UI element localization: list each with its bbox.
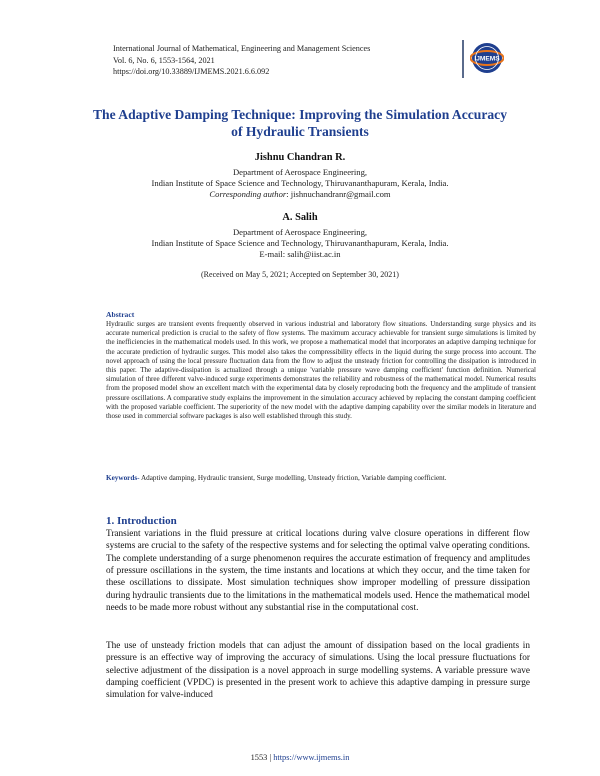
keywords <box>106 474 536 483</box>
page-footer <box>0 753 600 762</box>
author-name: A. Salih <box>282 212 318 223</box>
received-dates: (Received on May 5, 2021; Accepted on September 30, 2021) <box>201 270 399 279</box>
title-line-1: The Adaptive Damping Technique: Improving the Simulation Accuracy <box>92 107 508 122</box>
page-number: 1553 <box>250 753 268 762</box>
corresponding-label: Corresponding author <box>209 189 287 200</box>
author-email[interactable]: : jishnuchandranr@gmail.com <box>286 189 391 200</box>
author-email[interactable]: E-mail: salih@iist.ac.in <box>259 249 341 260</box>
journal-volume: Vol. 6, No. 6, 1553-1564, 2021 <box>113 55 215 65</box>
title-line-2: of Hydraulic Transients <box>231 123 369 139</box>
author-contact <box>60 189 540 200</box>
journal-name: International Journal of Mathematical, Engineering and Management Sciences <box>113 44 371 53</box>
author-department: Department of Aerospace Engineering, <box>232 167 368 177</box>
doi-link[interactable]: https://doi.org/10.33889/IJMEMS.2021.6.6.092 <box>113 67 270 76</box>
abstract-heading: Abstract <box>106 310 135 319</box>
logo-text: IJMEMS <box>474 55 500 63</box>
journal-header <box>113 43 370 78</box>
section-heading: 1. Introduction <box>106 515 177 527</box>
keywords-text: Adaptive damping, Hydraulic transient, Surge modelling, Unsteady friction, Variable damping coefficient. <box>139 474 447 482</box>
keywords-label: Keywords- <box>106 474 140 482</box>
author-department: Department of Aerospace Engineering, <box>232 227 368 237</box>
footer-separator: | <box>267 753 274 762</box>
author-institute: Indian Institute of Space Science and Technology, Thiruvananthapuram, Kerala, India. <box>151 238 449 249</box>
journal-logo <box>470 41 504 75</box>
author-affiliation <box>60 227 540 261</box>
author-affiliation <box>60 167 540 201</box>
abstract-text: Hydraulic surges are transient events frequently observed in various industrial and laboratory flow situations. Understanding surge physics and its accurate numerical prediction is crucial to the safety of flow systems. The maximum accuracy achievable for transient surge simulations is limited by the inefficiencies in the mathematical models used. In this work, we propose a mathematical model that incorporates an adaptive damping technique for the accurate prediction of hydraulic surges. This model also takes the compressibility effects in the liquid during the surge process into account. The novel approach of using the local pressure fluctuation data from the flow to adjust the unsteady friction for controlling the dissipation is introduced in this paper. The adaptive-dissipation is actualized through a unique 'variable pressure wave damping coefficient' function definition. Numerical simulation of three different valve-induced surge experiments demonstrates the reliability and robustness of the mathematical model. Numerical results from the proposed model show an excellent match with the experimental data by closely reproducing both the frequency and the amplitude of transient pressure oscillations. A comparative study explains the improvement in the simulation accuracy achieved by replacing the constant damping coefficient with the proposed variable coefficient. The superiority of the new model with the adaptive damping capability over the similar models in literature and those used in commercial software packages is also well established through this study. <box>106 320 536 420</box>
paper-title <box>60 107 540 140</box>
paragraph: Transient variations in the fluid pressure at critical locations during valve closure operations in different flow systems are crucial to the safety of the respective systems and for selecting the optimal valve operating conditions. The complete understanding of a surge phenomenon requires the accurate estimation of frequency and amplitudes of pressure oscillations in the system, the time instants and locations at which they occur, and the time taken for these oscillations to dissipate. Most simulation techniques show improper modelling of pressure dissipation during hydraulic transients due to the limitations in the mathematical models used. Hence the mathematical model needs to be made more robust without any substantial rise in the computational cost. <box>106 529 530 614</box>
author-institute: Indian Institute of Space Science and Technology, Thiruvananthapuram, Kerala, India. <box>151 178 449 189</box>
journal-url-link[interactable]: https://www.ijmems.in <box>273 753 350 762</box>
paragraph: The use of unsteady friction models that can adjust the amount of dissipation based on the local gradients in pressure is an effective way of improving the accuracy of simulations. Using the local pressure fluctuations for selective adjustment of the dissipation is a novel approach in surge modelling systems. A variable pressure wave damping coefficient (VPDC) is presented in the present work to achieve this adaptive damping in pressure surge simulation for valve-induced <box>106 641 530 701</box>
author-name: Jishnu Chandran R. <box>254 152 346 163</box>
header-divider <box>462 40 464 78</box>
